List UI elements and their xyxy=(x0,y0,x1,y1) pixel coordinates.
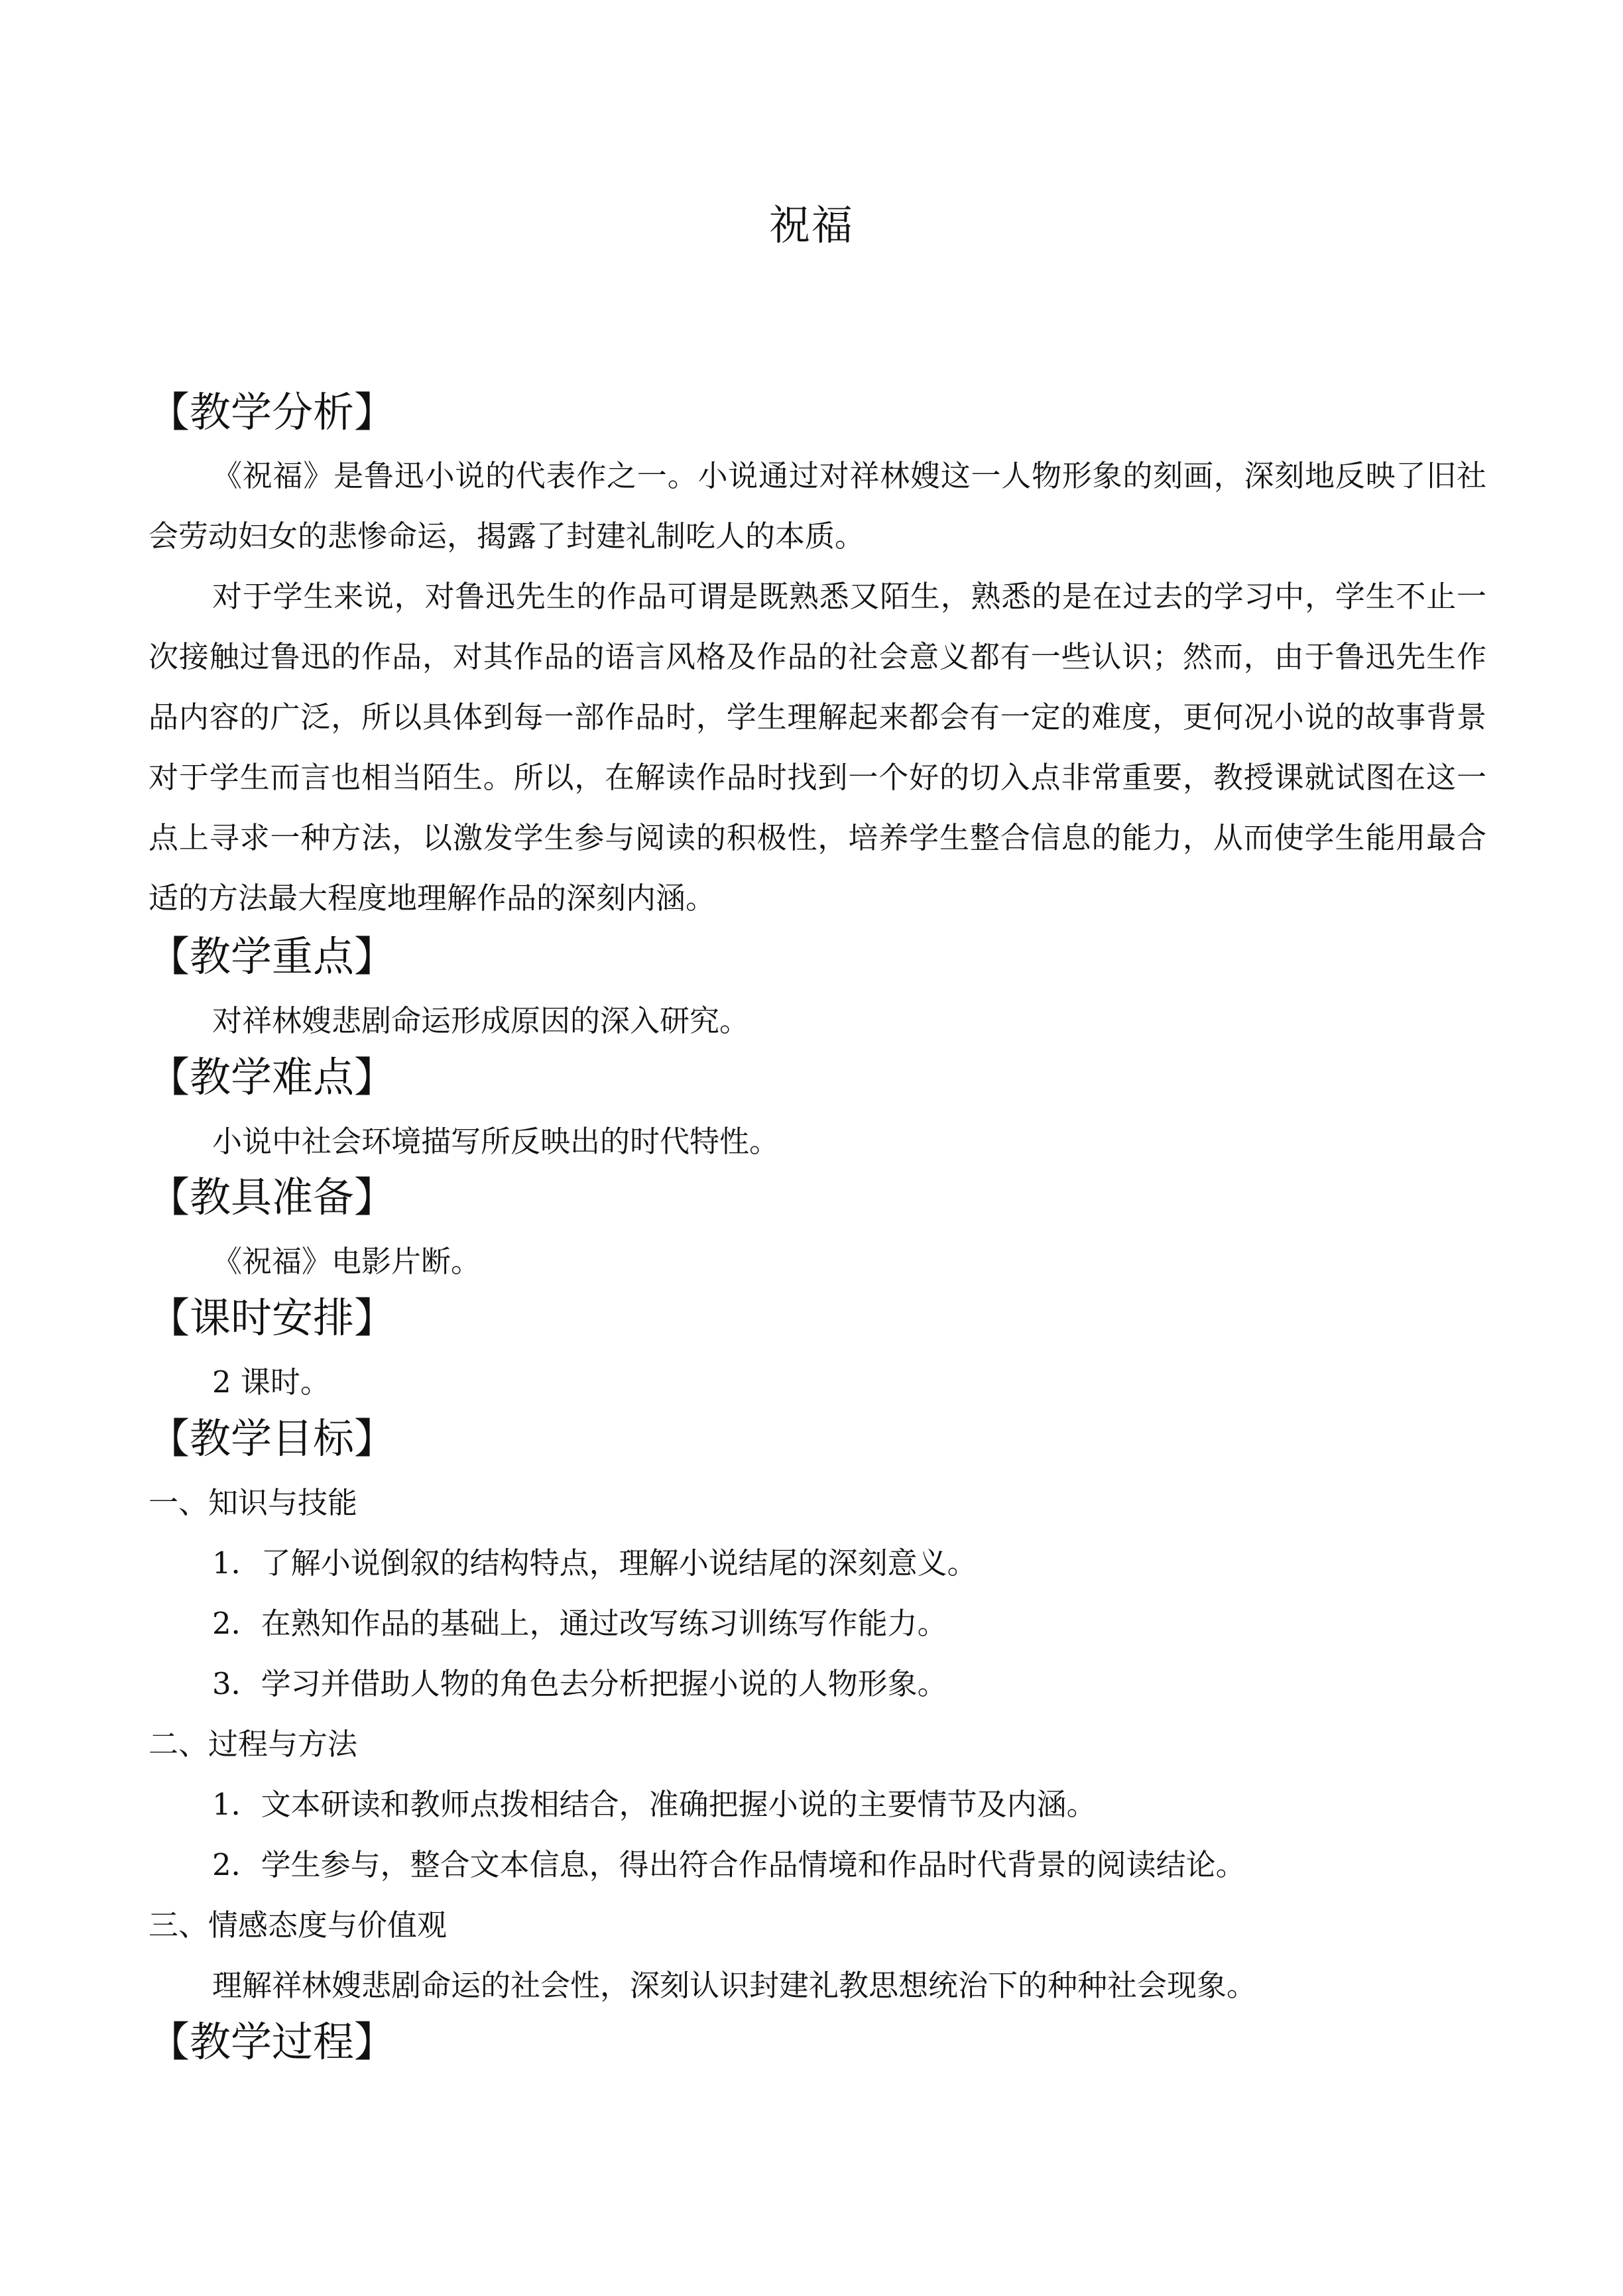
objectives-knowledge-item-2: 2．在熟知作品的基础上，通过改写练习训练写作能力。 xyxy=(212,1606,947,1641)
difficulty-text: 小说中社会环境描写所反映出的时代特性。 xyxy=(212,1124,780,1159)
objectives-values-text: 理解祥林嫂悲剧命运的社会性，深刻认识封建礼教思想统治下的种种社会现象。 xyxy=(212,1968,1257,2003)
analysis-paragraph-2: 对于学生来说，对鲁迅先生的作品可谓是既熟悉又陌生，熟悉的是在过去的学习中，学生不止一次接触过鲁迅的作品，对其作品的语言风格及作品的社会意义都有一些认识；然而，由于鲁迅先生作品内容的广泛，所以具体到每一部作品时，学生理解起来都会有一定的难度，更何况小说的故事背景对于学生而言也相当陌生。所以，在解读作品时找到一个好的切入点非常重要，教授课就试图在这一点上寻求一种方法，以激发学生参与阅读的积极性，培养学生整合信息的能力，从而使学生能用最合适的方法最大程度地理解作品的深刻内涵。 xyxy=(149,579,1486,916)
objectives-process-item-1: 1．文本研读和教师点拨相结合，准确把握小说的主要情节及内涵。 xyxy=(212,1787,1097,1822)
objectives-knowledge-item-1: 1．了解小说倒叙的结构特点，理解小说结尾的深刻意义。 xyxy=(212,1545,977,1581)
materials-text: 《祝福》电影片断。 xyxy=(212,1244,481,1279)
objectives-process-item-2: 2．学生参与，整合文本信息，得出符合作品情境和作品时代背景的阅读结论。 xyxy=(212,1847,1246,1882)
schedule-text: 2 课时。 xyxy=(212,1364,330,1400)
objectives-process-label: 二、过程与方法 xyxy=(149,1726,358,1762)
analysis-paragraph-1: 《祝福》是鲁迅小说的代表作之一。小说通过对祥林嫂这一人物形象的刻画，深刻地反映了旧社会劳动妇女的悲惨命运，揭露了封建礼制吃人的本质。 xyxy=(149,458,1486,554)
focus-text: 对祥林嫂悲剧命运形成原因的深入研究。 xyxy=(212,1003,750,1038)
document-title: 祝福 xyxy=(768,201,854,249)
objectives-knowledge-label: 一、知识与技能 xyxy=(149,1485,358,1520)
heading-objectives: 【教学目标】 xyxy=(149,1414,396,1463)
heading-schedule: 【课时安排】 xyxy=(149,1294,396,1342)
heading-analysis: 【教学分析】 xyxy=(149,388,396,436)
heading-materials: 【教具准备】 xyxy=(149,1173,396,1221)
heading-focus: 【教学重点】 xyxy=(149,932,396,981)
heading-difficulty: 【教学难点】 xyxy=(149,1053,396,1101)
heading-process: 【教学过程】 xyxy=(149,2018,396,2066)
objectives-knowledge-item-3: 3．学习并借助人物的角色去分析把握小说的人物形象。 xyxy=(212,1666,947,1701)
objectives-values-label: 三、情感态度与价值观 xyxy=(149,1907,448,1943)
